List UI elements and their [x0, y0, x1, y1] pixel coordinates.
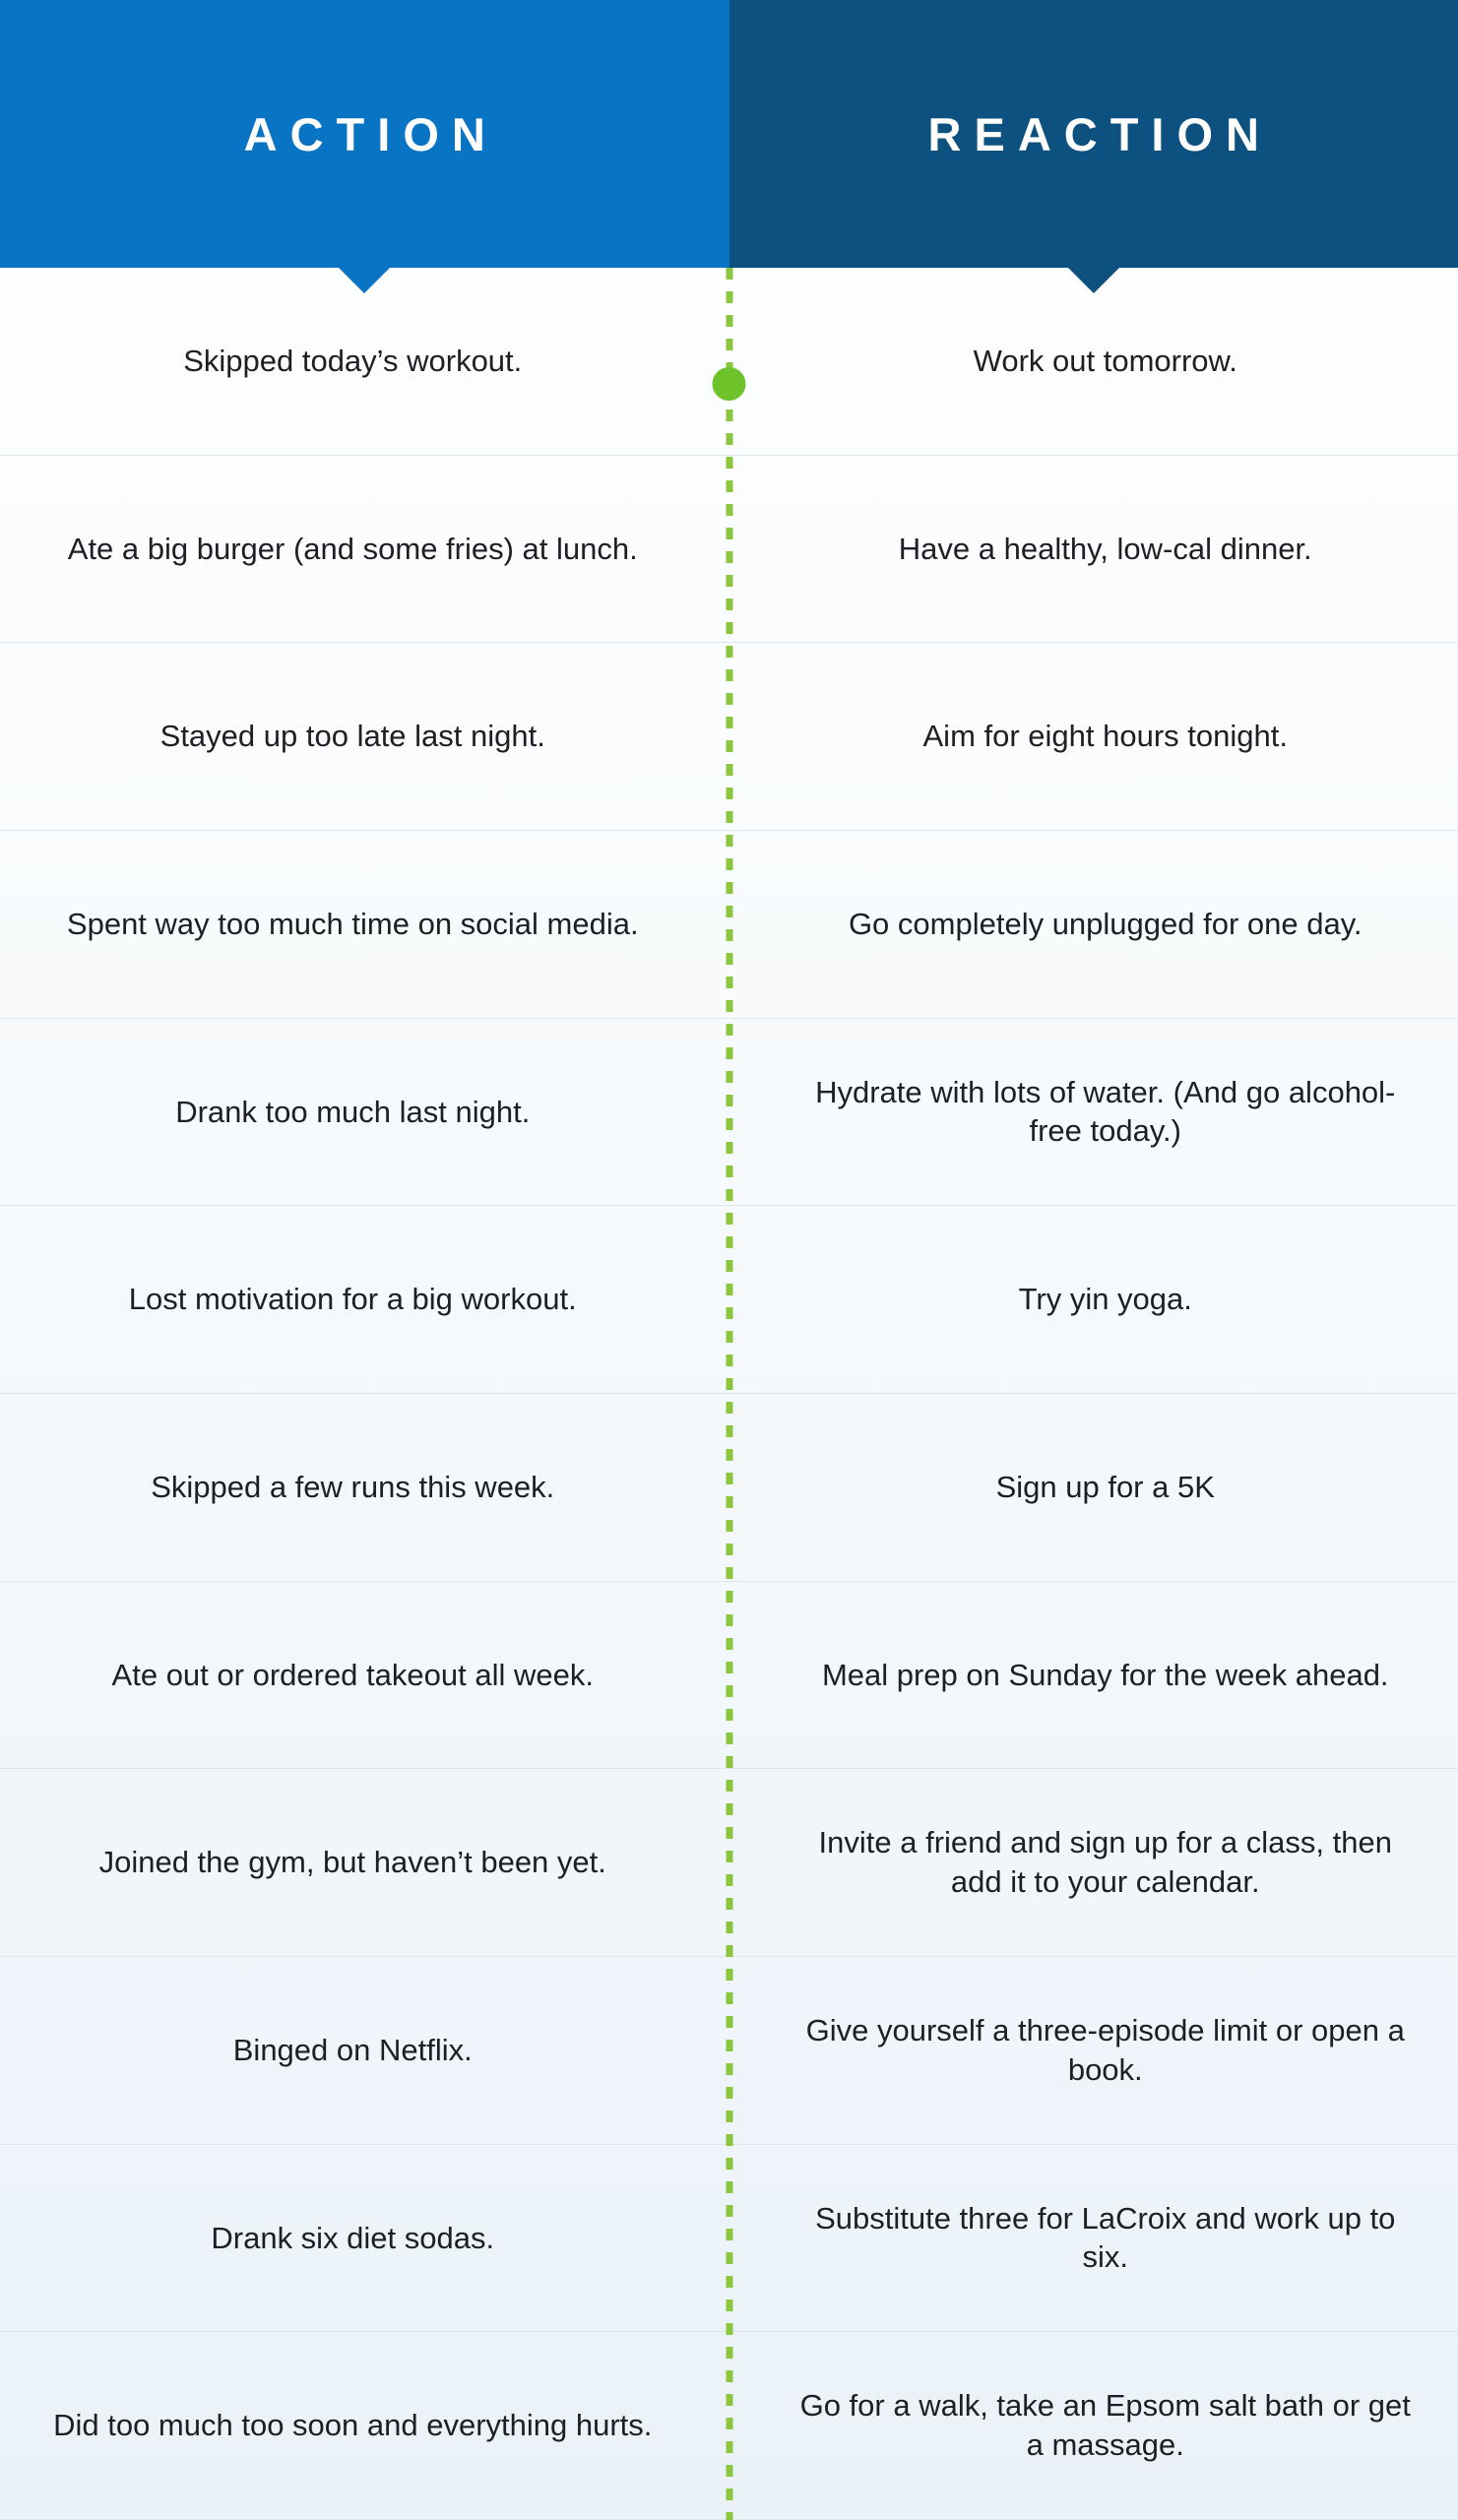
action-cell: Skipped today’s workout. — [183, 343, 523, 378]
header-action-column — [0, 0, 729, 268]
header — [0, 0, 1458, 268]
action-cell: Drank too much last night. — [175, 1094, 531, 1129]
reaction-cell: Go completely unplugged for one day. — [848, 906, 1363, 941]
action-cell: Skipped a few runs this week. — [151, 1469, 555, 1504]
action-cell: Did too much too soon and everything hurts. — [53, 2408, 653, 2443]
reaction-cell: Have a healthy, low-cal dinner. — [898, 531, 1312, 566]
header-reaction-column — [729, 0, 1458, 268]
reaction-cell: Aim for eight hours tonight. — [922, 719, 1288, 754]
reaction-cell: Go for a walk, take an Epsom salt bath or get a massage. — [799, 2388, 1411, 2463]
action-cell: Spent way too much time on social media. — [66, 906, 639, 941]
header-reaction-label-rest: ACTION — [1017, 107, 1272, 160]
center-dotted-rail — [726, 268, 732, 2520]
header-reaction-label — [916, 107, 1272, 161]
header-action-label: ACTION — [243, 107, 498, 160]
reaction-cell: Sign up for a 5K — [995, 1469, 1215, 1504]
action-cell: Stayed up too late last night. — [159, 719, 545, 754]
reaction-cell: Substitute three for LaCroix and work up to six. — [815, 2200, 1396, 2275]
action-cell: Joined the gym, but haven’t been yet. — [98, 1845, 606, 1880]
rail-marker-dot-icon — [713, 367, 746, 401]
header-reaction-label-prefix: RE — [927, 107, 1018, 160]
reaction-cell: Give yourself a three-episode limit or open a book. — [805, 2013, 1405, 2087]
action-cell: Drank six diet sodas. — [211, 2220, 495, 2255]
action-cell: Ate a big burger (and some fries) at lunch. — [67, 531, 638, 566]
reaction-cell: Work out tomorrow. — [973, 343, 1237, 378]
action-cell: Lost motivation for a big workout. — [128, 1282, 577, 1317]
reaction-cell: Meal prep on Sunday for the week ahead. — [821, 1657, 1389, 1692]
reaction-cell: Try yin yoga. — [1018, 1282, 1192, 1317]
reaction-cell: Hydrate with lots of water. (And go alcohol-free today.) — [815, 1074, 1396, 1149]
reaction-cell: Invite a friend and sign up for a class, then add it to your calendar. — [818, 1825, 1392, 1900]
action-cell: Binged on Netflix. — [232, 2032, 473, 2067]
action-cell: Ate out or ordered takeout all week. — [111, 1657, 594, 1692]
